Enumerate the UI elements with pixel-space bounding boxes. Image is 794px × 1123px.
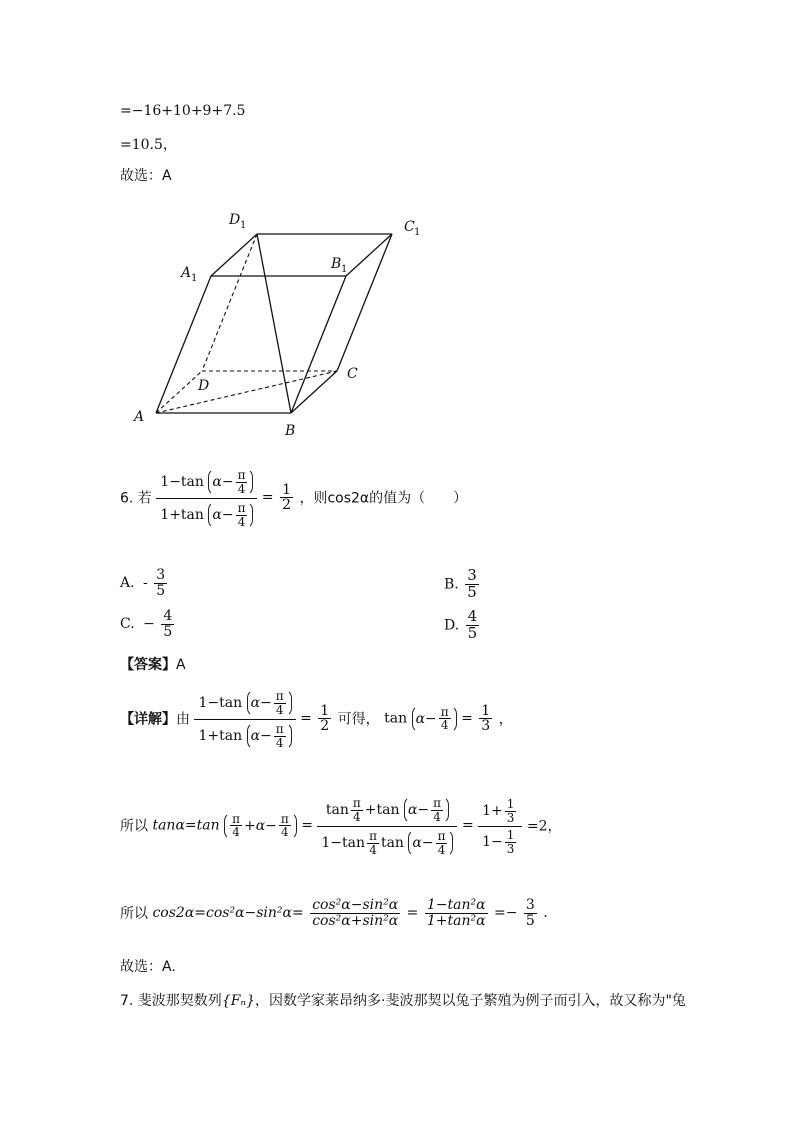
label-D1: D [229,212,241,228]
label-A1: A [181,265,192,281]
label-B1-sub: 1 [341,264,348,275]
label-D: D [198,378,210,394]
choice-line: 故选：A [120,168,172,184]
question-7: 7. 斐波那契数列{Fₙ}，因数学家莱昂纳多·斐波那契以兔子繁殖为例子而引入，故又称为"兔 [120,993,686,1009]
answer-line: 【答案】A [120,657,186,673]
q6-condition-fraction: 1−tan α− $\frac{\pi}{4}$ 1+tan α− $\frac{\pi}{4}$ [156,466,257,529]
detail-line-3: 所以 cos2α=cos²α−sin²α= $\frac{\text{cos²α−sin²α}}{\text{cos²α+sin²α}}$ = $\frac{\text{1−tan²α}}{\text{1+tan²α}}$ =− $\frac{3}{5}$ . [120,897,548,929]
label-A: A [134,409,145,425]
detail-line-1: 【详解】由 1−tan α− $\frac{\pi}{4}$ 1+tan α− $\frac{\pi}{4}$ = $\frac{1}{2}$ 可得， tan α− $\frac{\pi}{4}$ = $\frac{1}{3}$ ， [120,689,513,750]
option-b: B. $\frac{3}{5}$ [444,566,477,601]
option-d: D. $\frac{4}{5}$ [444,607,478,642]
label-B1: B [331,256,342,272]
option-c: C. − $\frac{4}{5}$ [120,608,173,640]
label-D1-sub: 1 [240,220,247,231]
label-C1-sub: 1 [414,227,421,238]
label-A1-sub: 1 [191,273,198,284]
final-choice: 故选：A. [120,959,176,975]
question-6: 6. 若 1−tan α− $\frac{\pi}{4}$ 1+tan α− $\frac{\pi}{4}$ = $\frac{1}{2}$ ，则cos2α的值为（ ） [120,468,468,529]
label-C: C [347,366,358,382]
q6-number: 6. 若 [120,490,152,507]
label-C1: C [404,219,415,235]
option-a: A. - $\frac{3}{5}$ [120,567,166,599]
calc-line-2: =10.5， [120,137,177,153]
calc-line-1: =−16+10+9+7.5 [120,103,246,119]
q6-tail: ，则cos2α的值为（ ） [299,490,468,507]
label-B: B [285,423,296,439]
detail-line-2: 所以 tanα=tan $\frac{\pi}{4}$ +α− $\frac{\pi}{4}$ = tan $\frac{\pi}{4}$ +tan α− $\frac{\pi}{4}$ 1−tan $\frac{\pi}{4}$ tan α− $\frac{\pi}{4}$ = 1+ $\frac{1}{3}$ 1− $\frac{1}{3}$ =2， [120,796,562,857]
